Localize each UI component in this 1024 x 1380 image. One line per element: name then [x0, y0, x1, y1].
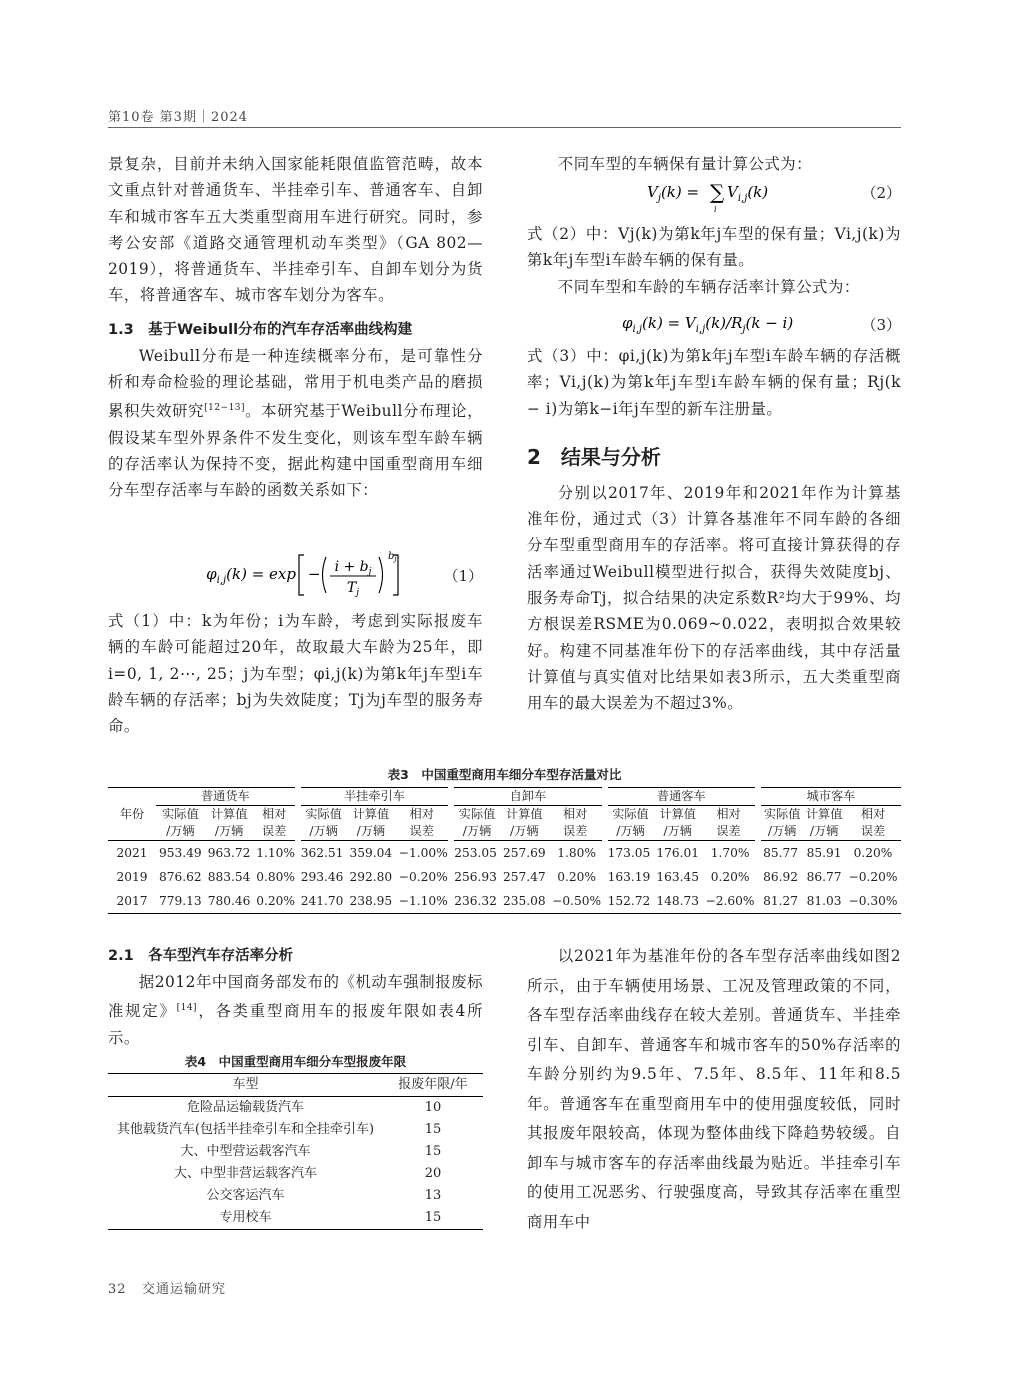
table-3-caption: 表3 中国重型商用车细分车型存活量对比 — [387, 767, 622, 782]
subheader-line: 误差 — [860, 824, 886, 838]
table-cell: 85.77 — [763, 846, 799, 860]
paragraph-text: ，各类重型商用车的报废年限如表4所示。 — [108, 1002, 483, 1047]
table-cell: 173.05 — [607, 846, 651, 860]
table-subheader-row — [108, 806, 901, 841]
table-cell: −0.50% — [552, 894, 602, 908]
header-rule — [108, 127, 901, 128]
citation: [12−13] — [204, 403, 246, 414]
scrap-years-cell: 10 — [424, 1100, 442, 1115]
table-cell: 236.32 — [454, 894, 497, 908]
paragraph — [108, 343, 483, 504]
table-group-header: 普通客车 — [605, 788, 758, 806]
table-cell: 163.19 — [607, 870, 651, 884]
page-number: 32 — [108, 1282, 127, 1297]
table-cell: 0.80% — [256, 870, 295, 884]
table-4 — [108, 1073, 483, 1230]
paragraph-text: Weibull分布是一种连续概率分布，是可靠性分析和寿命检验的理论基础，常用于机电类产品的磨损累积失效研究 — [108, 346, 483, 421]
subheader-line: 误差 — [261, 824, 287, 838]
table-row — [108, 1185, 483, 1207]
table-group-header: 半挂牵引车 — [298, 788, 451, 806]
subheader-line: /万辆 — [616, 824, 645, 838]
subheader-line: 相对 — [261, 807, 287, 821]
table-row — [108, 889, 901, 914]
equation-1-graphic — [108, 545, 483, 603]
table-subheader — [845, 806, 901, 841]
table-cell: −1.10% — [398, 894, 448, 908]
table-subheader — [702, 806, 758, 841]
section-heading-1-3: 1.3 基于Weibull分布的汽车存活率曲线构建 — [108, 321, 413, 338]
table-cell: 876.62 — [159, 870, 202, 884]
subheader-line: 实际值 — [763, 807, 801, 821]
table-subheader — [298, 806, 347, 841]
subheader-line: /万辆 — [309, 824, 338, 838]
table-cell: 0.20% — [853, 846, 893, 860]
subheader-line: /万辆 — [809, 824, 839, 838]
equation-3 — [527, 310, 901, 338]
right-column-eq2-explanation — [527, 221, 901, 300]
table-subheader — [395, 806, 451, 841]
table-subheader — [500, 806, 549, 841]
running-head: 第10卷 第3期｜2024 — [108, 110, 249, 125]
paragraph-text: 。本研究基于Weibull分布理论，假设某车型外界条件不发生变化，则该车型车龄车辆的存活率认为保持不变，据此构建中国重型商用车细分车型存活率与车龄的函数关系如下： — [108, 402, 483, 500]
table-cell: 1.10% — [256, 846, 295, 860]
table-subheader — [605, 806, 654, 841]
subheader-line: /万辆 — [510, 824, 539, 838]
subheader-line: /万辆 — [462, 824, 492, 838]
table-cell: 257.69 — [502, 846, 546, 860]
right-column-eq3-explanation — [527, 343, 901, 717]
table-cell: 163.45 — [656, 870, 700, 884]
svg-text:∑: ∑ — [710, 180, 725, 204]
table-cell: 1.70% — [710, 846, 750, 860]
svg-text:bj: $b_j$ — [388, 551, 397, 563]
table-cell: −0.20% — [398, 870, 448, 884]
table-subheader — [156, 806, 205, 841]
section-heading-2-1: 2.1 各车型汽车存活率分析 — [108, 948, 294, 964]
table-cell: 293.46 — [300, 870, 344, 884]
subheader-line: 相对 — [409, 807, 434, 821]
table-row — [108, 841, 901, 866]
table-cell: 0.20% — [557, 870, 596, 884]
journal-name: 交通运输研究 — [141, 1282, 226, 1297]
table-subheader — [451, 806, 500, 841]
table-subheader — [803, 806, 845, 841]
table-row — [108, 1141, 483, 1163]
equation-2-graphic — [527, 180, 901, 216]
table-group-header: 普通货车 — [156, 788, 298, 806]
scrap-years-cell: 15 — [424, 1122, 442, 1137]
table-cell: 238.95 — [349, 894, 393, 908]
svg-text:φi,j(k) = exp: $\varphi_{i,j}(k) = \exp$ — [206, 565, 296, 586]
table-cell: 0.20% — [710, 870, 750, 884]
table-subheader — [653, 806, 702, 841]
paragraph: 式（3）中：φi,j(k)为第k年j车型i车龄车辆的存活概率；Vi,j(k)为第k年j车型i车龄车辆的保有量；Rj(k − i)为第k−i年j车型的新车注册量。 — [527, 347, 901, 418]
year-cell: 2019 — [116, 870, 148, 884]
table-cell: 81.03 — [806, 894, 842, 908]
table-cell: 256.93 — [454, 870, 497, 884]
vehicle-type-cell: 公交客运汽车 — [206, 1188, 285, 1203]
subheader-line: 计算值 — [659, 807, 696, 821]
table-cell: 241.70 — [300, 894, 344, 908]
table-group-header: 自卸车 — [451, 788, 604, 806]
left-column-top — [108, 151, 483, 504]
subheader-line: /万辆 — [356, 824, 386, 838]
table-row — [108, 865, 901, 889]
vehicle-type-cell: 专用校车 — [219, 1210, 272, 1225]
svg-text:i: i — [714, 205, 717, 214]
table-subheader — [254, 806, 298, 841]
scrap-years-cell: 20 — [424, 1166, 442, 1181]
table-cell: 883.54 — [207, 870, 251, 884]
table-cell: −1.00% — [398, 846, 448, 860]
table-cell: 176.01 — [656, 846, 700, 860]
table-cell: 81.27 — [763, 894, 799, 908]
equation-number: （2） — [861, 184, 901, 202]
paragraph: 不同车型的车辆保有量计算公式为： — [557, 155, 813, 173]
table-group-header: 城市客车 — [758, 788, 901, 806]
equation-3-graphic — [527, 310, 901, 338]
subheader-line: 计算值 — [210, 807, 248, 821]
right-column-top — [527, 151, 901, 177]
paragraph: 分别以2017年、2019年和2021年作为计算基准年份，通过式（3）计算各基准年不同车龄的各细分车型重型商用车的存活率。将可直接计算获得的存活率通过Weibull模型进行拟合，获得失效陡度bj、服务寿命Tj，拟合结果的决定系数R²均大于99%、均方根误差RSME为0.069~0.022，表明拟合效果较好。构建不同基准年份下的存活率曲线，其中存活量计算值与真实值对比结果如表3所示，五大类重型商用车的最大误差为不超过3%。 — [527, 483, 901, 713]
paragraph — [108, 969, 483, 1051]
table-cell: −0.20% — [848, 870, 898, 884]
equation-number: （3） — [861, 316, 901, 334]
table-subheader — [758, 806, 803, 841]
paragraph: 式（1）中：k为年份；i为车龄，考虑到实际报废车辆的车龄可能超过20年，故取最大车龄为25年，即i=0, 1, 2⋯, 25；j为车型；φi,j(k)为第k年j车型i车龄车辆的存活率；bj为失效陡度；Tj为j车型的服务寿命。 — [108, 612, 483, 736]
page-footer — [108, 1278, 226, 1297]
subheader-line: 误差 — [716, 824, 741, 838]
table-cell: 963.72 — [207, 846, 251, 860]
table-3 — [108, 787, 901, 914]
scrap-years-cell: 13 — [424, 1188, 442, 1203]
section-heading-2: 2 结果与分析 — [527, 444, 661, 469]
paragraph: 以2021年为基准年份的各车型存活率曲线如图2所示，由于车辆使用场景、工况及管理政策的不同，各车型存活率曲线存在较大差别。普通货车、半挂牵引车、自卸车、普通客车和城市客车的50%存活率的车龄分别约为9.5年、7.5年、8.5年、11年和8.5年。普通客车在重型商用车中的使用强度较低，同时其报废年限较高，体现为整体曲线下降趋势较缓。自卸车与城市客车的存活率曲线最为贴近。半挂牵引车的使用工况恶劣、行驶强度高，导致其存活率在重型商用车中 — [527, 947, 901, 1231]
citation: [14] — [176, 1003, 198, 1014]
paragraph: 景复杂，目前并未纳入国家能耗限值监管范畴，故本文重点针对普通货车、半挂牵引车、普通客车、自卸车和城市客车五大类重型商用车进行研究。同时，参考公安部《道路交通管理机动车类型》（GA 802—2019），将普通货车、半挂牵引车、自卸车划分为货车，将普通客车、城市客车划分为客车。 — [108, 155, 483, 305]
table-cell: −2.60% — [705, 894, 755, 908]
equation-number: （1） — [443, 567, 483, 585]
subheader-line: 实际值 — [458, 807, 496, 821]
table-cell: 86.92 — [763, 870, 799, 884]
vehicle-type-cell: 危险品运输载货汽车 — [186, 1100, 304, 1115]
table-cell: 780.46 — [207, 894, 251, 908]
table-header: 车型 — [232, 1077, 259, 1092]
subheader-line: 计算值 — [506, 807, 543, 821]
svg-text:Vi,j(k): $V_{i,j}(k)$ — [727, 183, 769, 204]
subheader-line: 相对 — [860, 807, 886, 821]
table-subheader — [347, 806, 396, 841]
table-cell: 779.13 — [159, 894, 202, 908]
table-cell: 148.73 — [656, 894, 700, 908]
subheader-line: 误差 — [409, 824, 434, 838]
subheader-line: 实际值 — [612, 807, 649, 821]
table-cell: 362.51 — [300, 846, 344, 860]
table-cell: 953.49 — [159, 846, 202, 860]
table-subheader — [549, 806, 605, 841]
svg-text:Tj: $T_j$ — [346, 580, 360, 598]
subheader-line: 误差 — [562, 824, 588, 838]
left-column-eq1-explanation — [108, 608, 483, 739]
equation-2 — [527, 180, 901, 216]
subheader-line: 实际值 — [305, 807, 342, 821]
paragraph-text: 据2012年中国商务部发布的《机动车强制报废标准规定》 — [108, 973, 483, 1021]
table-cell: 152.72 — [607, 894, 651, 908]
table-subheader — [205, 806, 254, 841]
scrap-years-cell: 15 — [424, 1210, 442, 1225]
paragraph: 式（2）中：Vj(k)为第k年j车型的保有量；Vi,j(k)为第k年j车型i车龄车辆的保有量。 — [527, 225, 901, 270]
table-4-caption: 表4 中国重型商用车细分车型报废年限 — [184, 1054, 407, 1069]
svg-text:φi,j(k) = Vi,j(k)/Rj(k − i): $\varphi_{i,j}(k) = V_{i,j}(k)/R_j(k - i)$ — [622, 314, 794, 335]
table-row — [108, 1119, 483, 1141]
year-cell: 2017 — [116, 894, 148, 908]
table-cell: 292.80 — [349, 870, 393, 884]
vehicle-type-cell: 其他载货汽车(包括半挂牵引车和全挂牵引车) — [116, 1122, 375, 1137]
table-header: 年份 — [108, 788, 156, 841]
scrap-years-cell: 15 — [424, 1144, 442, 1159]
table-cell: 86.77 — [806, 870, 842, 884]
table-header: 报废年限/年 — [398, 1077, 468, 1092]
subheader-line: /万辆 — [166, 824, 195, 838]
table-cell: 1.80% — [557, 846, 596, 860]
svg-text:Vj(k) =: $V_j(k)$ = — [647, 183, 700, 204]
table-cell: 257.47 — [502, 870, 546, 884]
table-row — [108, 1097, 483, 1120]
table-row — [108, 1163, 483, 1185]
subheader-line: 计算值 — [805, 807, 843, 821]
table-cell: 0.20% — [256, 894, 295, 908]
right-column-lower — [527, 942, 901, 1237]
table-cell: 235.08 — [502, 894, 546, 908]
table-cell: 85.91 — [806, 846, 842, 860]
subheader-line: 相对 — [716, 807, 741, 821]
table-cell: 253.05 — [454, 846, 497, 860]
table-cell: −0.30% — [848, 894, 898, 908]
vehicle-type-cell: 大、中型营运载客汽车 — [180, 1144, 311, 1159]
subheader-line: 计算值 — [352, 807, 390, 821]
vehicle-type-cell: 大、中型非营运载客汽车 — [173, 1166, 317, 1181]
table-cell: 359.04 — [349, 846, 393, 860]
year-cell: 2021 — [116, 846, 148, 860]
subheader-line: /万辆 — [214, 824, 244, 838]
subheader-line: /万辆 — [767, 824, 797, 838]
equation-1 — [108, 545, 483, 603]
paragraph: 不同车型和车龄的车辆存活率计算公式为： — [557, 277, 860, 296]
svg-text:−: − — [308, 565, 321, 583]
svg-text:i + bj: $i + b_j$ — [334, 559, 372, 577]
subheader-line: 实际值 — [162, 807, 199, 821]
left-column-lower — [108, 945, 483, 1051]
table-row — [108, 1207, 483, 1230]
subheader-line: 相对 — [562, 807, 588, 821]
subheader-line: /万辆 — [663, 824, 692, 838]
